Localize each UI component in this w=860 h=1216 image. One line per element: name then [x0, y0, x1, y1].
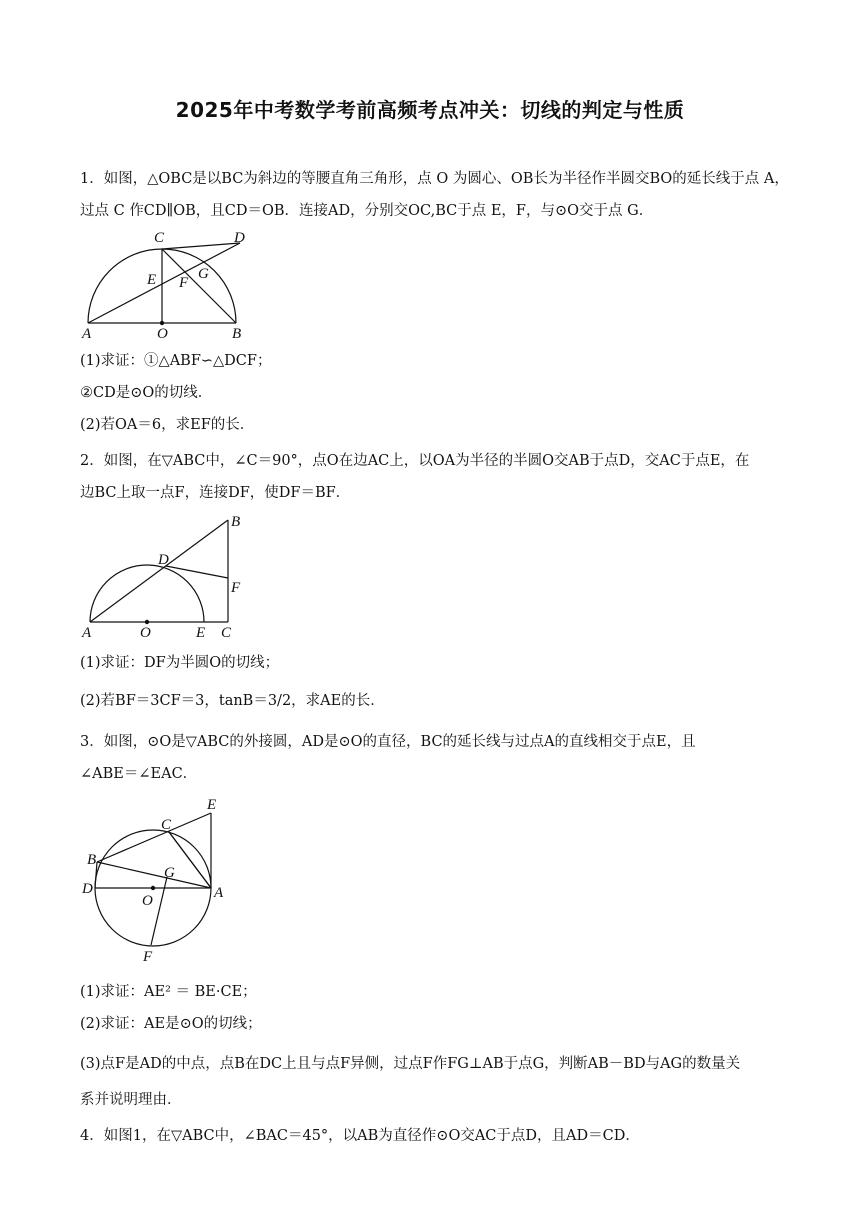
problem-2-line-2: 边BC上取一点F，连接DF，使DF＝BF．	[80, 485, 351, 501]
problem-1-figure	[80, 228, 280, 348]
problem-2-line-1: 2．如图，在▽ABC中，∠C＝90°，点O在边AC上，以OA为半径的半圆O交AB于点D，交AC于点E，在	[80, 453, 750, 469]
problem-3-q1: (1)求证：AE² ＝ BE·CE；	[80, 984, 257, 1000]
label-E: E	[196, 625, 206, 641]
problem-3-figure	[80, 795, 240, 965]
label-B: B	[231, 514, 241, 530]
problem-3-line-2: ∠ABE＝∠EAC．	[80, 766, 198, 782]
label-C: C	[161, 817, 172, 833]
document-title: 2025年中考数学考前高频考点冲关：切线的判定与性质	[175, 98, 685, 122]
problem-1-q1-2: ②CD是⊙O的切线．	[80, 385, 213, 401]
label-O: O	[142, 893, 153, 909]
label-E: E	[207, 797, 217, 813]
label-C: C	[221, 625, 232, 641]
label-G: G	[164, 865, 175, 881]
label-D: D	[234, 230, 245, 246]
problem-2-q1: (1)求证：DF为半圆O的切线；	[80, 655, 280, 671]
label-A: A	[82, 625, 92, 641]
label-C: C	[154, 230, 165, 246]
problem-1-q1: (1)求证：①△ABF∽△DCF；	[80, 353, 272, 369]
problem-1-line-2: 过点 C 作CD∥OB，且CD＝OB．连接AD，分别交OC,BC于点 E，F，与⊙O交于点 G．	[80, 203, 654, 219]
problem-1-line-1: 1．如图，△OBC是以BC为斜边的等腰直角三角形，点 O 为圆心、OB长为半径作半圆交BO的延长线于点 A，	[80, 171, 789, 187]
label-O: O	[157, 326, 168, 342]
label-D: D	[82, 881, 93, 897]
label-D: D	[158, 552, 169, 568]
problem-3-q2: (2)求证：AE是⊙O的切线；	[80, 1016, 262, 1032]
label-A: A	[214, 885, 224, 901]
label-F: F	[143, 949, 153, 965]
label-E: E	[147, 272, 157, 288]
label-G: G	[198, 266, 209, 282]
problem-3-line-1: 3．如图，⊙O是▽ABC的外接圆，AD是⊙O的直径，BC的延长线与过点A的直线相交于点E，且	[80, 734, 696, 750]
problem-2-figure	[80, 510, 270, 640]
problem-1-q2: (2)若OA＝6，求EF的长．	[80, 417, 255, 433]
problem-4-line-1: 4．如图1，在▽ABC中，∠BAC＝45°，以AB为直径作⊙O交AC于点D，且AD＝CD．	[80, 1128, 640, 1144]
label-B: B	[232, 326, 242, 342]
label-B: B	[87, 852, 97, 868]
problem-2-q2: (2)若BF＝3CF＝3，tanB＝3/2，求AE的长．	[80, 693, 385, 709]
problem-3-q3: (3)点F是AD的中点，点B在DC上且与点F异侧，过点F作FG⊥AB于点G，判断AB－BD与AG的数量关	[80, 1056, 741, 1072]
label-A: A	[82, 326, 92, 342]
label-F: F	[179, 275, 189, 291]
problem-3-q3-cont: 系并说明理由．	[80, 1092, 182, 1108]
label-O: O	[140, 625, 151, 641]
label-F: F	[231, 580, 241, 596]
